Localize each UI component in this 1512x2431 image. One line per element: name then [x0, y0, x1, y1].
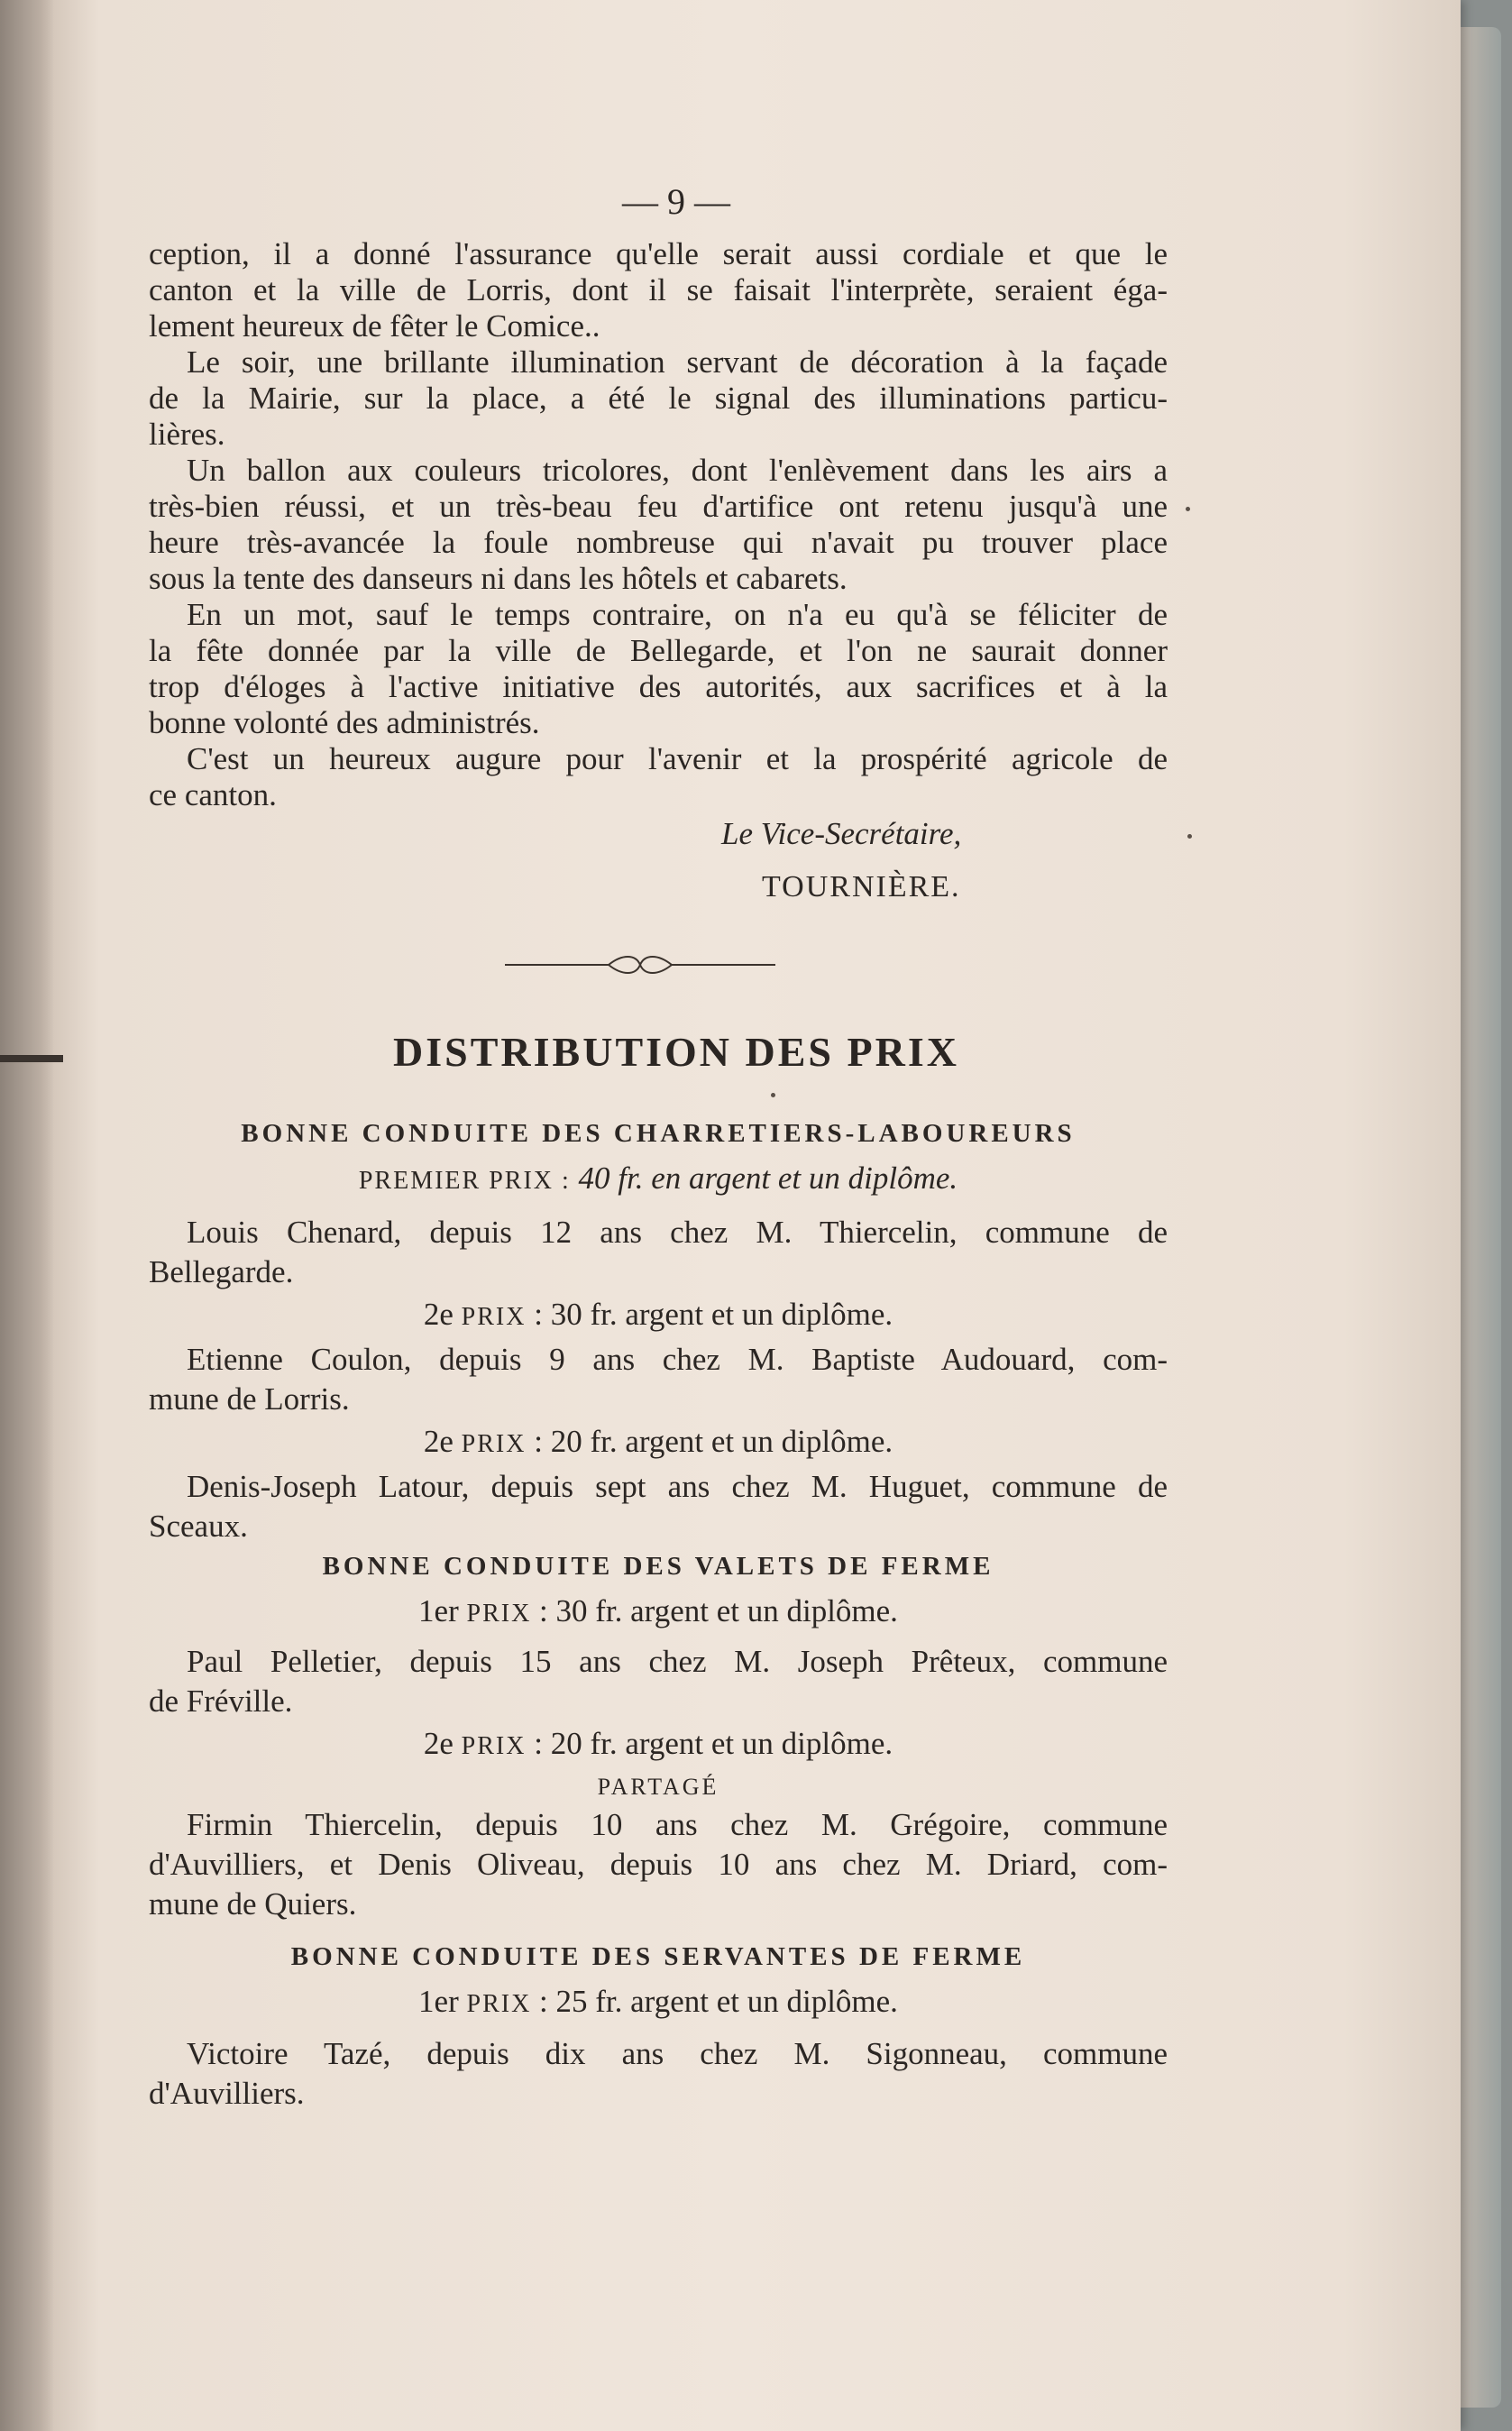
winner-line: Etienne Coulon, depuis 9 ans chez M. Baptiste Audouard, com-	[187, 1342, 1168, 1377]
winner-line: Sceaux.	[149, 1509, 248, 1544]
shared-note: PARTAGÉ	[597, 1774, 719, 1800]
page-number: — 9 —	[622, 181, 730, 222]
ink-speck	[1187, 834, 1192, 839]
prize-line	[149, 1979, 1168, 2027]
section-heading: BONNE CONDUITE DES VALETS DE FERME	[322, 1552, 994, 1581]
ink-speck	[1186, 507, 1190, 511]
prize-ordinal: 2e	[423, 1726, 454, 1761]
text-line: de la Mairie, sur la place, a été le signal des illuminations particu-	[149, 381, 1168, 416]
winner-line: Paul Pelletier, depuis 15 ans chez M. Joseph Prêteux, commune	[187, 1644, 1168, 1679]
text-line: ce canton.	[149, 777, 277, 812]
text-line: lement heureux de fêter le Comice..	[149, 308, 600, 344]
prize-label: PREMIER PRIX :	[358, 1167, 571, 1195]
winner-line: Firmin Thiercelin, depuis 10 ans chez M. Grégoire, commune	[187, 1807, 1168, 1842]
prize-label: PRIX	[461, 1430, 527, 1458]
section-servantes	[149, 1934, 1168, 2114]
prize-text: : 25 fr. argent et un diplôme.	[539, 1984, 898, 2019]
section-heading: BONNE CONDUITE DES SERVANTES DE FERME	[290, 1942, 1026, 1971]
intro-text	[149, 236, 1168, 813]
text-line: bonne volonté des administrés.	[149, 705, 540, 740]
winner-line: Victoire Tazé, depuis dix ans chez M. Sigonneau, commune	[187, 2036, 1168, 2071]
prize-text: : 30 fr. argent et un diplôme.	[539, 1593, 898, 1628]
text-line: sous la tente des danseurs ni dans les hôtels et cabarets.	[149, 561, 848, 596]
text-line: la fête donnée par la ville de Bellegarde, et l'on ne saurait donner	[149, 633, 1168, 668]
section-valets	[149, 1544, 1168, 1924]
prize-text: : 20 fr. argent et un diplôme.	[534, 1726, 893, 1761]
prize-label: PRIX	[466, 1990, 532, 2018]
text-line: heure très-avancée la foule nombreuse qui n'avait pu trouver place	[149, 525, 1168, 560]
book-spine	[0, 0, 54, 2431]
winner-line: mune de Quiers.	[149, 1886, 357, 1922]
text-line: trop d'éloges à l'active initiative des autorités, aux sacrifices et à la	[149, 669, 1168, 704]
text-line: En un mot, sauf le temps contraire, on n'a eu qu'à se féliciter de	[187, 597, 1168, 632]
prize-line	[149, 1419, 1168, 1467]
winner-line: Louis Chenard, depuis 12 ans chez M. Thiercelin, commune de	[187, 1215, 1168, 1250]
text-line: lières.	[149, 417, 225, 452]
prize-line	[149, 1292, 1168, 1340]
text-line: très-bien réussi, et un très-beau feu d'artifice ont retenu jusqu'à une	[149, 489, 1168, 524]
signature-name: TOURNIÈRE.	[762, 870, 961, 904]
winner-line: mune de Lorris.	[149, 1381, 350, 1417]
prize-line	[149, 1589, 1168, 1637]
winner-line: de Fréville.	[149, 1683, 293, 1719]
prize-text: : 30 fr. argent et un diplôme.	[534, 1297, 893, 1332]
text-line: canton et la ville de Lorris, dont il se faisait l'interprète, seraient éga-	[149, 272, 1168, 307]
section-charretiers	[149, 1111, 1168, 1546]
winner-line: Denis-Joseph Latour, depuis sept ans chez M. Huguet, commune de	[187, 1469, 1168, 1504]
text-line: Le soir, une brillante illumination servant de décoration à la façade	[187, 344, 1168, 380]
ornament-divider	[505, 951, 775, 978]
prize-line	[149, 1156, 1168, 1204]
text-line: Un ballon aux couleurs tricolores, dont l'enlèvement dans les airs a	[187, 453, 1168, 488]
winner-line: Bellegarde.	[149, 1254, 294, 1289]
prize-text: 40 fr. en argent et un diplôme.	[578, 1160, 958, 1196]
prize-ordinal: 2e	[423, 1297, 454, 1332]
text-line: ception, il a donné l'assurance qu'elle serait aussi cordiale et que le	[149, 236, 1168, 271]
winner-line: d'Auvilliers.	[149, 2076, 305, 2111]
prize-ordinal: 2e	[423, 1424, 454, 1459]
prize-label: PRIX	[461, 1303, 527, 1331]
prize-ordinal: 1er	[418, 1593, 459, 1628]
prize-label: PRIX	[466, 1600, 532, 1628]
page-title: DISTRIBUTION DES PRIX	[393, 1029, 959, 1075]
prize-line	[149, 1721, 1168, 1769]
signature-role: Le Vice-Secrétaire,	[721, 816, 962, 851]
prize-text: : 20 fr. argent et un diplôme.	[534, 1424, 893, 1459]
winner-line: d'Auvilliers, et Denis Oliveau, depuis 10 ans chez M. Driard, com-	[149, 1847, 1168, 1882]
ink-speck	[771, 1093, 775, 1097]
prize-label: PRIX	[461, 1732, 527, 1760]
prize-ordinal: 1er	[418, 1984, 459, 2019]
text-line: C'est un heureux augure pour l'avenir et la prospérité agricole de	[187, 741, 1168, 776]
section-heading: BONNE CONDUITE DES CHARRETIERS-LABOUREURS	[241, 1119, 1076, 1148]
